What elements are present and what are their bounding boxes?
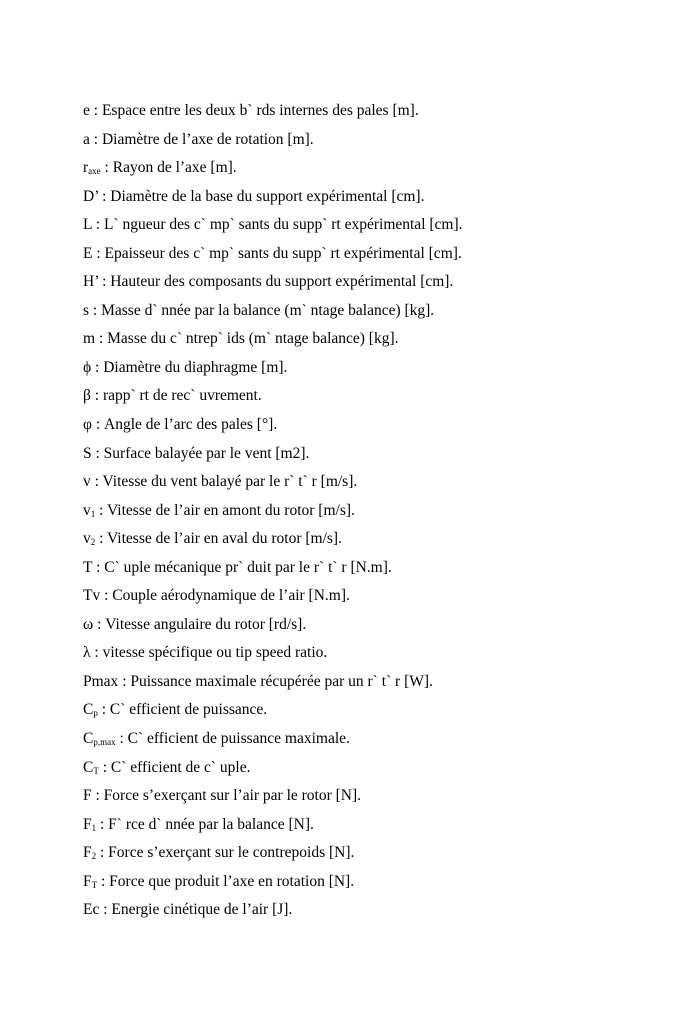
entry-definition: : C` uple mécanique pr` duit par le r` t` r [N.m]. xyxy=(92,558,392,576)
nomenclature-entry xyxy=(83,240,663,269)
entry-symbol xyxy=(83,102,90,119)
entry-symbol xyxy=(83,216,92,233)
symbol-subscript: T xyxy=(93,765,99,776)
entry-definition: : Epaisseur des c` mp` sants du supp` rt expérimental [cm]. xyxy=(92,244,462,262)
entry-definition: : Masse du c` ntrep` ids (m` ntage balance) [kg]. xyxy=(95,330,399,348)
nomenclature-entry xyxy=(83,183,663,212)
symbol-base: F xyxy=(83,872,92,890)
entry-definition: : Diamètre du diaphragme [m]. xyxy=(91,358,288,376)
entry-symbol xyxy=(83,159,101,176)
symbol-base: φ xyxy=(83,416,92,434)
nomenclature-entry xyxy=(83,325,663,354)
symbol-subscript: p xyxy=(93,708,98,719)
nomenclature-list xyxy=(83,97,663,925)
symbol-base: C xyxy=(83,758,94,776)
entry-symbol xyxy=(83,759,99,776)
symbol-base: v xyxy=(83,501,91,519)
nomenclature-entry xyxy=(83,839,663,868)
nomenclature-entry xyxy=(83,411,663,440)
nomenclature-entry xyxy=(83,211,663,240)
entry-symbol xyxy=(83,816,96,833)
nomenclature-entry xyxy=(83,382,663,411)
entry-symbol xyxy=(83,644,91,661)
symbol-base: v xyxy=(83,530,91,548)
entry-symbol xyxy=(83,473,91,490)
entry-definition: : Couple aérodynamique de l’air [N.m]. xyxy=(100,587,350,605)
symbol-subscript: axe xyxy=(88,166,101,177)
entry-definition: : Vitesse de l’air en aval du rotor [m/s]. xyxy=(95,530,342,548)
entry-definition: : F` rce d` nnée par la balance [N]. xyxy=(96,815,314,833)
symbol-base: r xyxy=(83,159,89,177)
entry-symbol xyxy=(83,787,92,804)
nomenclature-entry xyxy=(83,782,663,811)
symbol-base: F xyxy=(83,815,92,833)
entry-symbol xyxy=(83,844,96,861)
symbol-subscript: p,max xyxy=(93,737,116,748)
symbol-base: ϕ xyxy=(83,358,92,376)
nomenclature-entry xyxy=(83,754,663,783)
nomenclature-entry xyxy=(83,554,663,583)
symbol-base: v xyxy=(83,473,91,491)
symbol-base: β xyxy=(83,387,91,405)
entry-definition: : Masse d` nnée par la balance (m` ntage balance) [kg]. xyxy=(89,301,435,319)
entry-symbol xyxy=(83,673,118,690)
nomenclature-entry xyxy=(83,126,663,155)
symbol-base: T xyxy=(83,558,93,576)
entry-symbol xyxy=(83,273,98,290)
nomenclature-entry xyxy=(83,525,663,554)
entry-symbol xyxy=(83,730,116,747)
symbol-subscript: 2 xyxy=(91,851,97,862)
entry-definition: : Vitesse de l’air en amont du rotor [m/s]. xyxy=(95,501,355,519)
entry-symbol xyxy=(83,559,92,576)
symbol-base: Ec xyxy=(83,901,100,919)
symbol-base: F xyxy=(83,844,92,862)
nomenclature-entry xyxy=(83,268,663,297)
nomenclature-entry xyxy=(83,811,663,840)
entry-symbol xyxy=(83,330,95,347)
entry-definition: : Force s’exerçant sur l’air par le rotor [N]. xyxy=(91,787,362,805)
symbol-base: L xyxy=(83,216,92,234)
entry-definition: : Diamètre de la base du support expérimental [cm]. xyxy=(98,187,425,205)
entry-definition: : Hauteur des composants du support expérimental [cm]. xyxy=(98,273,454,291)
entry-definition: : vitesse spécifique ou tip speed ratio. xyxy=(90,644,328,662)
nomenclature-entry xyxy=(83,497,663,526)
symbol-base: E xyxy=(83,244,93,262)
nomenclature-entry xyxy=(83,354,663,383)
nomenclature-entry xyxy=(83,97,663,126)
symbol-subscript: 1 xyxy=(90,508,96,519)
nomenclature-entry xyxy=(83,440,663,469)
entry-symbol xyxy=(83,416,92,433)
nomenclature-entry xyxy=(83,639,663,668)
symbol-base: F xyxy=(83,787,92,805)
symbol-base: C xyxy=(83,730,94,748)
entry-symbol xyxy=(83,445,92,462)
symbol-subscript: 1 xyxy=(91,822,97,833)
entry-symbol xyxy=(83,701,98,718)
symbol-base: D’ xyxy=(83,187,99,205)
nomenclature-entry xyxy=(83,668,663,697)
symbol-base: S xyxy=(83,444,92,462)
nomenclature-entry xyxy=(83,468,663,497)
entry-definition: : Force que produit l’axe en rotation [N]. xyxy=(97,872,355,890)
entry-symbol xyxy=(83,359,91,376)
entry-symbol xyxy=(83,530,95,547)
entry-symbol xyxy=(83,131,90,148)
symbol-base: s xyxy=(83,301,90,319)
entry-definition: : Vitesse angulaire du rotor [rd/s]. xyxy=(93,615,307,633)
entry-definition: : Espace entre les deux b` rds internes des pales [m]. xyxy=(89,102,419,119)
symbol-base: ω xyxy=(83,615,94,633)
entry-definition: : Surface balayée par le vent [m2]. xyxy=(91,444,310,462)
entry-definition: : Rayon de l’axe [m]. xyxy=(100,159,237,177)
symbol-base: C xyxy=(83,701,94,719)
entry-symbol xyxy=(83,502,95,519)
nomenclature-entry xyxy=(83,725,663,754)
entry-definition: : C` efficient de c` uple. xyxy=(98,758,251,776)
entry-definition: : Angle de l’arc des pales [°]. xyxy=(91,416,278,434)
entry-definition: : Force s’exerçant sur le contrepoids [N]. xyxy=(96,844,355,862)
nomenclature-entry xyxy=(83,154,663,183)
entry-symbol xyxy=(83,587,100,604)
entry-symbol xyxy=(83,188,98,205)
symbol-subscript: 2 xyxy=(90,537,96,548)
symbol-subscript: T xyxy=(91,879,98,890)
symbol-base: e xyxy=(83,102,90,119)
entry-definition: : L` ngueur des c` mp` sants du supp` rt expérimental [cm]. xyxy=(91,216,463,234)
entry-symbol xyxy=(83,901,99,918)
entry-symbol xyxy=(83,873,97,890)
symbol-base: a xyxy=(83,130,90,148)
symbol-base: H’ xyxy=(83,273,99,291)
nomenclature-entry xyxy=(83,868,663,897)
nomenclature-entry xyxy=(83,582,663,611)
symbol-base: Tv xyxy=(83,587,101,605)
entry-definition: : Diamètre de l’axe de rotation [m]. xyxy=(89,130,314,148)
entry-definition: : C` efficient de puissance. xyxy=(97,701,268,719)
entry-definition: : Puissance maximale récupérée par un r` t` r [W]. xyxy=(118,672,433,690)
entry-definition: : rapp` rt de rec` uvrement. xyxy=(90,387,262,405)
entry-symbol xyxy=(83,387,91,404)
entry-definition: : Vitesse du vent balayé par le r` t` r [m/s]. xyxy=(90,473,358,491)
nomenclature-entry xyxy=(83,611,663,640)
entry-symbol xyxy=(83,616,93,633)
symbol-base: Pmax xyxy=(83,672,119,690)
symbol-base: m xyxy=(83,330,96,348)
nomenclature-entry xyxy=(83,896,663,925)
nomenclature-entry xyxy=(83,297,663,326)
nomenclature-entry xyxy=(83,696,663,725)
symbol-base: λ xyxy=(83,644,91,662)
entry-definition: : C` efficient de puissance maximale. xyxy=(115,730,350,748)
entry-definition: : Energie cinétique de l’air [J]. xyxy=(99,901,293,919)
